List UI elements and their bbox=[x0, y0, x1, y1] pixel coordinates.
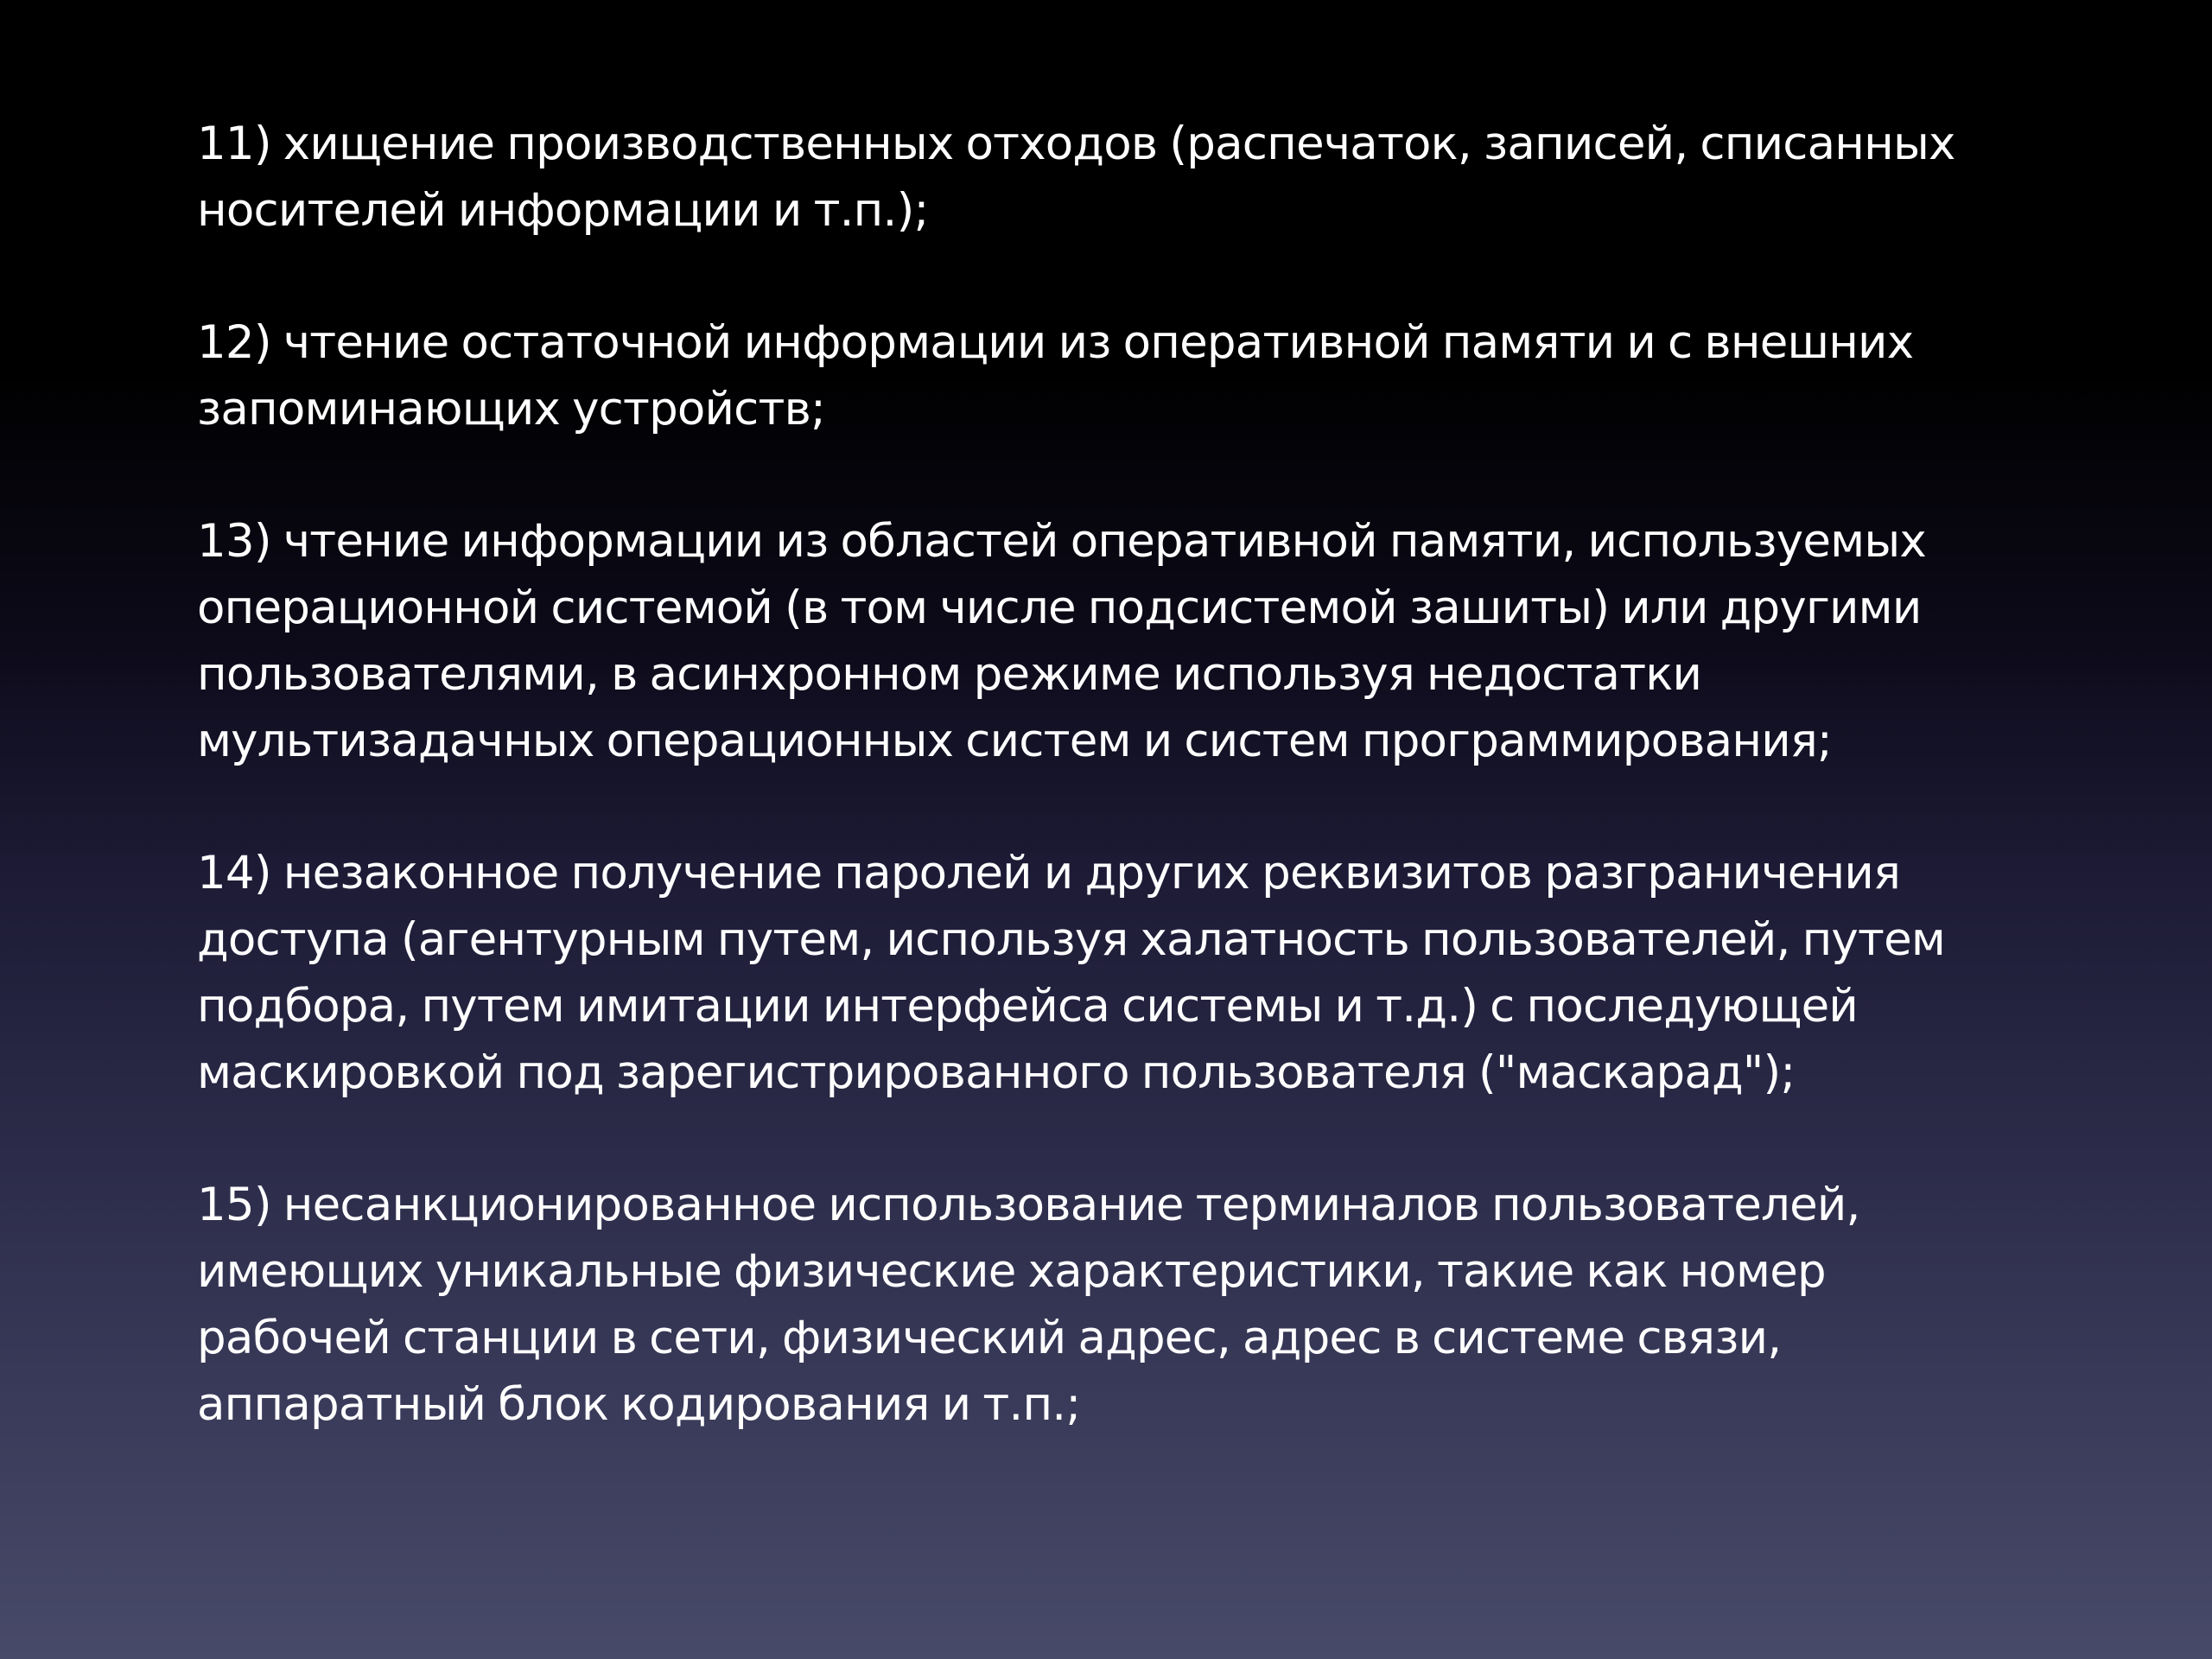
text-line: доступа (агентурным путем, используя халатность пользователей, путем bbox=[197, 913, 1946, 966]
text-line: аппаратный блок кодирования и т.п.; bbox=[197, 1378, 1081, 1431]
text-line: мультизадачных операционных систем и систем программирования; bbox=[197, 715, 1832, 767]
list-item bbox=[197, 111, 2046, 244]
list-item bbox=[197, 1172, 2046, 1438]
text-line: 11) хищение производственных отходов (распечаток, записей, списанных bbox=[197, 118, 1955, 170]
list-item bbox=[197, 309, 2046, 442]
text-line: запоминающих устройств; bbox=[197, 383, 826, 435]
text-line: 15) несанкционированное использование терминалов пользователей, bbox=[197, 1179, 1860, 1231]
text-line: рабочей станции в сети, физический адрес, адрес в системе связи, bbox=[197, 1312, 1782, 1364]
text-line: 14) незаконное получение паролей и других реквизитов разграничения bbox=[197, 847, 1901, 899]
list-item bbox=[197, 508, 2046, 774]
slide-body bbox=[197, 111, 2046, 1503]
text-line: носителей информации и т.п.); bbox=[197, 184, 929, 237]
text-line: 12) чтение остаточной информации из оперативной памяти и с внешних bbox=[197, 316, 1914, 369]
text-line: 13) чтение информации из областей оперативной памяти, используемых bbox=[197, 515, 1926, 568]
text-line: маскировкой под зарегистрированного пользователя ("маскарад"); bbox=[197, 1046, 1796, 1099]
list-item bbox=[197, 840, 2046, 1106]
text-line: пользователями, в асинхронном режиме используя недостатки bbox=[197, 648, 1702, 701]
text-line: подбора, путем имитации интерфейса системы и т.д.) с последующей bbox=[197, 980, 1859, 1033]
text-line: имеющих уникальные физические характеристики, такие как номер bbox=[197, 1245, 1826, 1298]
text-line: операционной системой (в том числе подсистемой зашиты) или другими bbox=[197, 582, 1922, 634]
